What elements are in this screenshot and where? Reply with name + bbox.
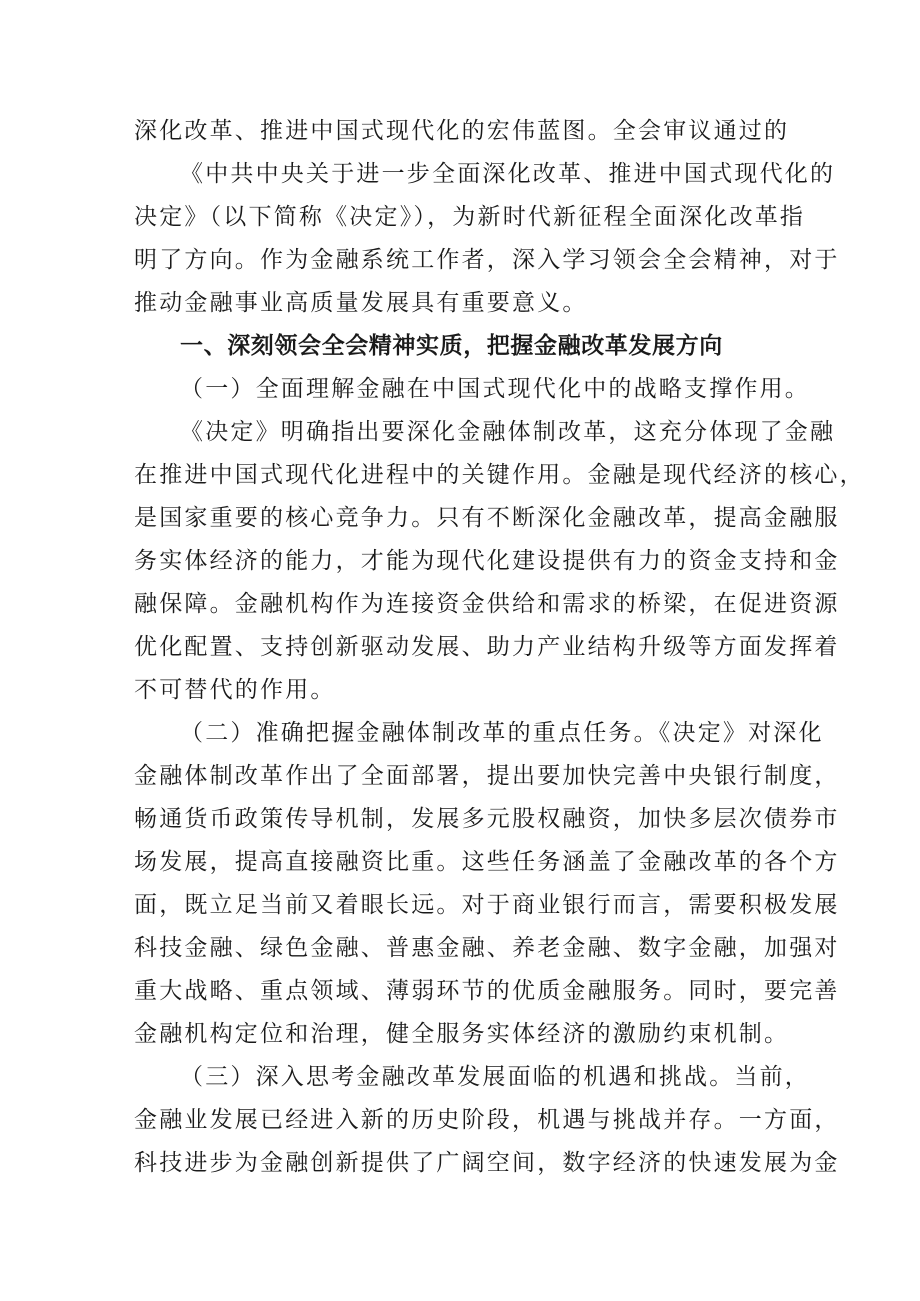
body-line: 在推进中国式现代化进程中的关键作用。金融是现代经济的核心，: [134, 462, 865, 488]
document-body: [134, 110, 865, 1185]
body-line: 深化改革、推进中国式现代化的宏伟蓝图。全会审议通过的: [134, 118, 790, 144]
body-line: 不可替代的作用。: [134, 677, 336, 703]
body-line: 推动金融事业高质量发展具有重要意义。: [134, 290, 588, 316]
body-line: 科技金融、绿色金融、普惠金融、养老金融、数字金融，加强对: [134, 935, 840, 961]
body-line: 《中共中央关于进一步全面深化改革、推进中国式现代化的: [180, 161, 836, 187]
body-line: 金融业发展已经进入新的历史阶段，机遇与挑战并存。一方面，: [134, 1107, 840, 1133]
body-line: 是国家重要的核心竞争力。只有不断深化金融改革，提高金融服: [134, 505, 840, 531]
body-line: 畅通货币政策传导机制，发展多元股权融资，加快多层次债券市: [134, 806, 840, 832]
body-line: 优化配置、支持创新驱动发展、助力产业结构升级等方面发挥着: [134, 634, 840, 660]
subsection-heading: （一）全面理解金融在中国式现代化中的战略支撑作用。: [180, 376, 810, 402]
body-line: 决定》（以下简称《决定》），为新时代新征程全面深化改革指: [134, 204, 806, 230]
body-line: 《决定》明确指出要深化金融体制改革，这充分体现了金融: [180, 419, 836, 445]
body-line: 科技进步为金融创新提供了广阔空间，数字经济的快速发展为金: [134, 1150, 840, 1176]
subsection-heading: （二）准确把握金融体制改革的重点任务。《决定》对深化: [180, 720, 824, 746]
body-line: 金融机构定位和治理，健全服务实体经济的激励约束机制。: [134, 1021, 790, 1047]
body-line: 重大战略、重点领域、薄弱环节的优质金融服务。同时，要完善: [134, 978, 840, 1004]
body-line: 场发展，提高直接融资比重。这些任务涵盖了金融改革的各个方: [134, 849, 840, 875]
body-line: 融保障。金融机构作为连接资金供给和需求的桥梁，在促进资源: [134, 591, 840, 617]
subsection-heading: （三）深入思考金融改革发展面临的机遇和挑战。当前，: [180, 1064, 810, 1090]
body-line: 面，既立足当前又着眼长远。对于商业银行而言，需要积极发展: [134, 892, 840, 918]
body-line: 务实体经济的能力，才能为现代化建设提供有力的资金支持和金: [134, 548, 840, 574]
body-line: 金融体制改革作出了全面部署，提出要加快完善中央银行制度，: [134, 763, 840, 789]
section-heading: 一、深刻领会全会精神实质，把握金融改革发展方向: [180, 333, 723, 359]
body-line: 明了方向。作为金融系统工作者，深入学习领会全会精神，对于: [134, 247, 840, 273]
